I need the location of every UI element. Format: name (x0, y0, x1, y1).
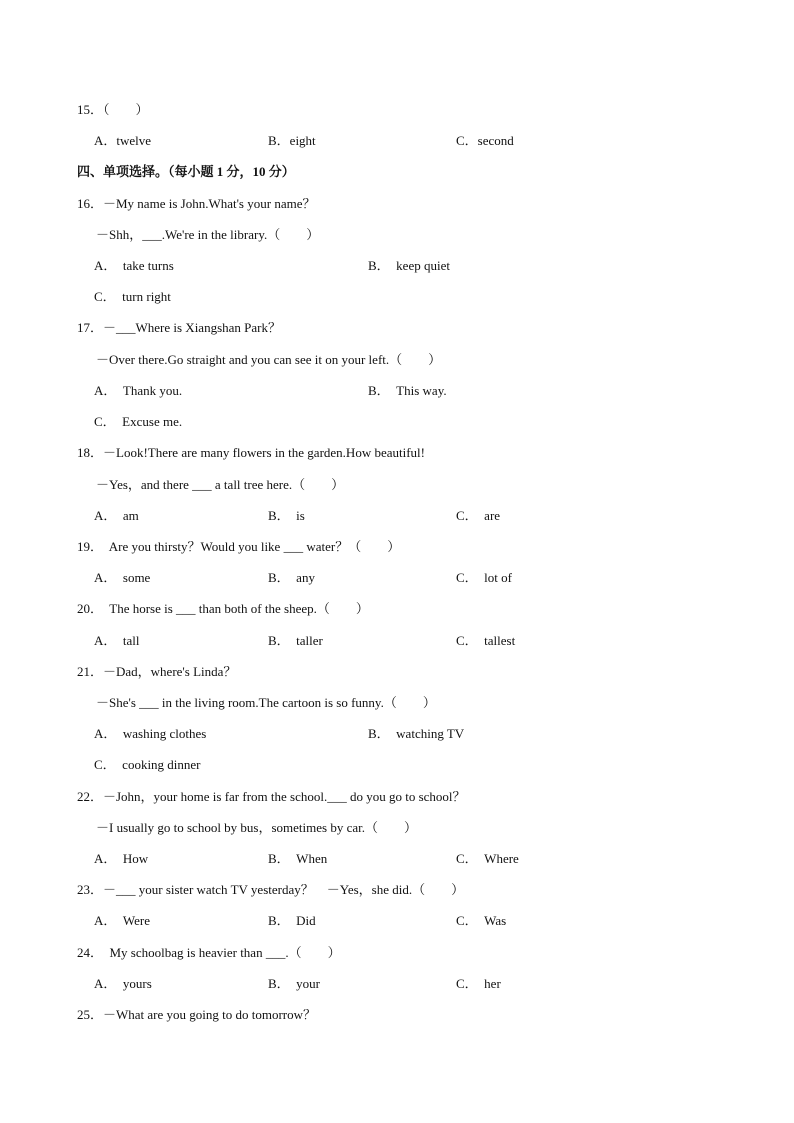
question-18-reply: －Yes，and there ___ a tall tree here.（ ） (96, 477, 345, 492)
question-22-option-a: A． How (94, 851, 149, 866)
question-21-reply: －She's ___ in the living room.The cartoon is so funny.（ ） (96, 695, 436, 710)
question-24-option-a: A． yours (94, 976, 152, 991)
question-22-reply: －I usually go to school by bus，sometimes by car.（ ） (96, 820, 418, 835)
question-16-reply: －Shh，___.We're in the library.（ ） (96, 227, 320, 242)
question-16-stem: 16．－My name is John.What's your name？ (77, 196, 316, 211)
section-heading: 四、单项选择。（每小题 1 分，10 分） (77, 164, 295, 179)
question-24-option-c: C． her (456, 976, 501, 991)
question-20-stem: 20． The horse is ___ than both of the sheep.（ ） (77, 601, 369, 616)
question-17-stem: 17．－___Where is Xiangshan Park？ (77, 320, 281, 335)
question-15-stem: 15．（ ） (77, 102, 149, 117)
question-15-option-a: A．twelve (94, 133, 152, 148)
question-25-stem: 25．－What are you going to do tomorrow？ (77, 1007, 317, 1022)
question-21-option-b: B． watching TV (368, 726, 465, 741)
question-24-option-b: B． your (268, 976, 321, 991)
question-16-option-b: B． keep quiet (368, 258, 450, 273)
question-18-stem: 18．－Look!There are many flowers in the garden.How beautiful! (77, 445, 425, 460)
question-22-option-b: B． When (268, 851, 328, 866)
question-23-option-c: C． Was (456, 913, 507, 928)
question-17-reply: －Over there.Go straight and you can see it on your left.（ ） (96, 352, 442, 367)
question-18-option-a: A． am (94, 508, 139, 523)
question-20-option-c: C． tallest (456, 633, 516, 648)
question-16-option-a: A． take turns (94, 258, 174, 273)
question-20-option-a: A． tall (94, 633, 140, 648)
question-21-stem: 21．－Dad，where's Linda？ (77, 664, 237, 679)
question-22-option-c: C． Where (456, 851, 519, 866)
question-17-option-c: C． Excuse me. (94, 414, 183, 429)
question-15-option-c: C．second (456, 133, 514, 148)
question-24-stem: 24． My schoolbag is heavier than ___.（ ） (77, 945, 341, 960)
question-15-option-b: B．eight (268, 133, 316, 148)
question-18-option-b: B． is (268, 508, 305, 523)
question-18-option-c: C． are (456, 508, 501, 523)
question-23-stem: 23．－___ your sister watch TV yesterday？ －Yes，she did.（ ） (77, 882, 465, 897)
question-19-option-c: C． lot of (456, 570, 512, 585)
question-23-option-b: B． Did (268, 913, 316, 928)
question-19-option-b: B． any (268, 570, 315, 585)
question-20-option-b: B． taller (268, 633, 323, 648)
question-21-option-c: C． cooking dinner (94, 757, 201, 772)
question-16-option-c: C． turn right (94, 289, 171, 304)
question-17-option-b: B． This way. (368, 383, 447, 398)
question-19-option-a: A． some (94, 570, 151, 585)
question-23-option-a: A． Were (94, 913, 150, 928)
question-22-stem: 22．－John，your home is far from the school.___ do you go to school？ (77, 789, 466, 804)
question-21-option-a: A． washing clothes (94, 726, 207, 741)
question-19-stem: 19． Are you thirsty？Would you like ___ water？（ ） (77, 539, 401, 554)
question-17-option-a: A． Thank you. (94, 383, 183, 398)
